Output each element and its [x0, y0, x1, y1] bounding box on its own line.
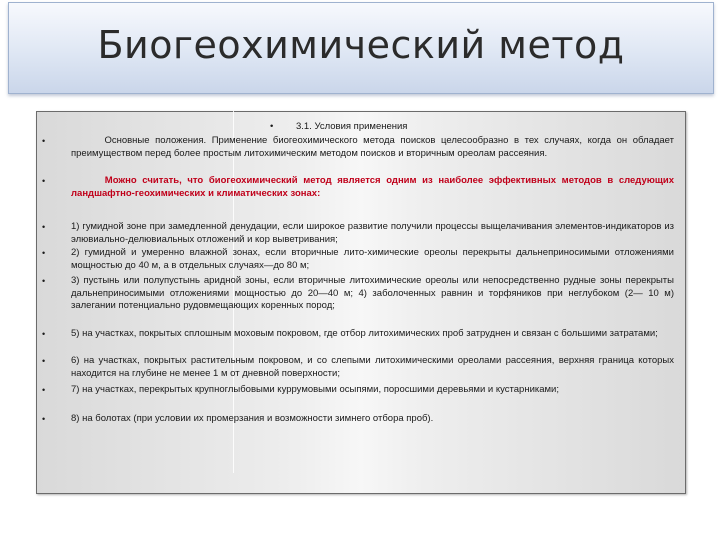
bullet: •	[42, 356, 46, 366]
list-item	[38, 247, 678, 273]
item-text: 3) пустынь или полупустынь аридной зоны, если вторичные литохимические ореолы или непосредственно рудные зоны перекрыты дальнеприносимыми отложениями мощностью до 20—40 м; 4) заболоченных равнин и торфяников при неглубоком (2— 10 м) залегании потенциально рудовмещающих коренных пород;	[71, 275, 677, 312]
subtitle	[270, 121, 407, 132]
item-text: Основные положения. Применение биогеохимического метода поисков целесообразно в тех случаях, когда он обладает преимуществом перед более простым литохимическим методом поисков и вторичным ореолам рассеяния.	[71, 135, 677, 159]
bullet: •	[42, 385, 46, 395]
item-text: 7) на участках, перекрытых крупноглыбовыми куррумовыми осыпями, поросшими деревьями и кустарниками;	[71, 384, 560, 395]
item-text: 8) на болотах (при условии их промерзания и возможности зимнего отбора проб).	[71, 413, 434, 424]
bullet: •	[42, 329, 46, 339]
bullet: •	[42, 248, 46, 258]
list-item	[38, 135, 678, 175]
list-item	[38, 328, 678, 354]
title-bar	[8, 2, 714, 94]
list-item	[38, 384, 678, 410]
item-text: 5) на участках, покрытых сплошным моховым покровом, где отбор литохимических проб затруднен и связан с большими затратами;	[71, 328, 658, 339]
item-text: 6) на участках, покрытых растительным покровом, и со слепыми литохимическими ореолами рассеяния, верхняя граница которых находится на глубине не менее 1 м от дневной поверхности;	[71, 355, 677, 379]
subtitle-text: 3.1. Условия применения	[295, 121, 408, 132]
list-item	[38, 175, 678, 203]
item-text: 1) гумидной зоне при замедленной денудации, если широкое развитие получили процессы выщелачивания элементов-индикаторов из элювиально-делювиальных отложений и кор выветривания;	[71, 221, 677, 245]
slide-title: Биогеохимический метод	[97, 23, 625, 67]
item-text-highlight: Можно считать, что биогеохимический метод является одним из наиболее эффективных методов в следующих ландшафтно-геохимических и климатических зонах:	[71, 175, 677, 199]
list-item	[38, 275, 678, 327]
bullet: •	[42, 136, 46, 146]
subtitle-bullet: •	[270, 121, 274, 132]
bullet: •	[42, 276, 46, 286]
list-item	[38, 413, 678, 427]
bullet: •	[42, 222, 46, 232]
bullet: •	[42, 414, 46, 424]
list-item	[38, 221, 678, 247]
item-text: 2) гумидной и умеренно влажной зонах, если вторичные лито-химические ореолы перекрыты дальнеприносимыми отложениями мощностью до 40 м, а в отдельных случаях—до 80 м;	[71, 247, 677, 271]
bullet: •	[42, 176, 46, 186]
list-item	[38, 355, 678, 381]
